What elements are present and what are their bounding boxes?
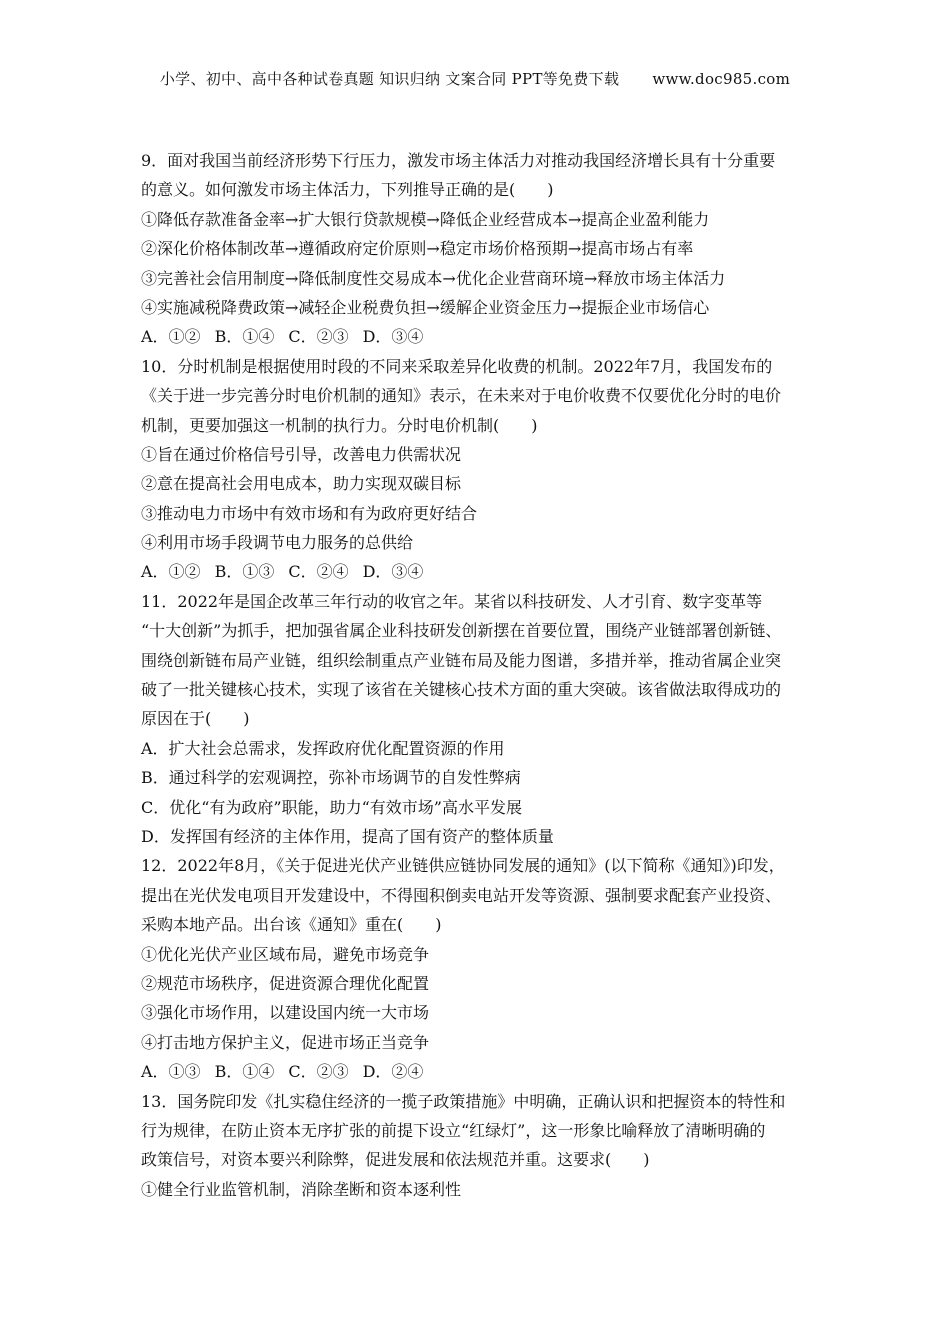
answer-option: C．②④ bbox=[288, 562, 349, 582]
question-item: ③推动电力市场中有效市场和有为政府更好结合 bbox=[141, 503, 478, 523]
question-item: ④打击地方保护主义，促进市场正当竞争 bbox=[141, 1032, 430, 1052]
answer-options bbox=[141, 322, 813, 351]
question-stem-line: 破了一批关键核心技术，实现了该省在关键核心技术方面的重大突破。该省做法取得成功的 bbox=[141, 680, 782, 700]
question-item: ④实施减税降费政策→减轻企业税费负担→缓解企业资金压力→提振企业市场信心 bbox=[141, 297, 710, 317]
answer-option: B．①③ bbox=[214, 562, 275, 582]
question-stem-line: 机制，更要加强这一机制的执行力。分时电价机制( ) bbox=[141, 415, 538, 435]
question-stem-line: 行为规律，在防止资本无序扩张的前提下设立“红绿灯”，这一形象比喻释放了清晰明确的 bbox=[141, 1120, 766, 1140]
answer-option: D．②④ bbox=[362, 1062, 424, 1082]
question-stem-line: 原因在于( ) bbox=[141, 709, 250, 729]
question-item: ②深化价格体制改革→遵循政府定价原则→稳定市场价格预期→提高市场占有率 bbox=[141, 239, 694, 259]
question-stem-line: 围绕创新链布局产业链，组织绘制重点产业链布局及能力图谱，多措并举，推动省属企业突 bbox=[141, 650, 782, 670]
question-stem-line: 13．国务院印发《扎实稳住经济的一揽子政策措施》中明确，正确认识和把握资本的特性和 bbox=[141, 1091, 786, 1111]
question-item: C．优化“有为政府”职能，助力“有效市场”高水平发展 bbox=[141, 797, 522, 817]
question-stem-line: 政策信号，对资本要兴利除弊，促进发展和依法规范并重。这要求( ) bbox=[141, 1150, 650, 1170]
question-item: ①旨在通过价格信号引导，改善电力供需状况 bbox=[141, 444, 462, 464]
answer-option: D．③④ bbox=[362, 562, 424, 582]
question-stem-line: 采购本地产品。出台该《通知》重在( ) bbox=[141, 915, 442, 935]
question-item: ①健全行业监管机制，消除垄断和资本逐利性 bbox=[141, 1179, 462, 1199]
question-item: A．扩大社会总需求，发挥政府优化配置资源的作用 bbox=[141, 738, 505, 758]
question-stem-line: “十大创新”为抓手，把加强省属企业科技研发创新摆在首要位置，围绕产业链部署创新链、 bbox=[141, 621, 782, 641]
answer-option: B．①④ bbox=[214, 1062, 275, 1082]
answer-option: C．②③ bbox=[288, 327, 349, 347]
answer-option: C．②③ bbox=[288, 1062, 349, 1082]
question-item: D．发挥国有经济的主体作用，提高了国有资产的整体质量 bbox=[141, 826, 554, 846]
header-text: 小学、初中、高中各种试卷真题 知识归纳 文案合同 PPT等免费下载 bbox=[159, 70, 620, 88]
question-stem-line: 9．面对我国当前经济形势下行压力，激发市场主体活力对推动我国经济增长具有十分重要 bbox=[141, 151, 776, 170]
question-item: ④利用市场手段调节电力服务的总供给 bbox=[141, 533, 414, 553]
question-stem-line: 《关于进一步完善分时电价机制的通知》表示，在未来对于电价收费不仅要优化分时的电价 bbox=[141, 386, 782, 406]
answer-options bbox=[141, 557, 813, 586]
answer-options bbox=[141, 1057, 813, 1086]
answer-option: D．③④ bbox=[362, 327, 424, 347]
question-stem-line: 11．2022年是国企改革三年行动的收官之年。某省以科技研发、人才引育、数字变革等 bbox=[141, 591, 763, 611]
answer-option: A．①② bbox=[141, 327, 201, 347]
question-stem-line: 10．分时机制是根据使用时段的不同来采取差异化收费的机制。2022年7月，我国发布的 bbox=[141, 356, 773, 376]
answer-option: A．①② bbox=[141, 562, 201, 582]
question-item: ①降低存款准备金率→扩大银行贷款规模→降低企业经营成本→提高企业盈利能力 bbox=[141, 209, 710, 229]
question-stem-line: 提出在光伏发电项目开发建设中，不得囤积倒卖电站开发等资源、强制要求配套产业投资、 bbox=[141, 885, 782, 905]
question-item: ②意在提高社会用电成本，助力实现双碳目标 bbox=[141, 474, 462, 494]
question-list bbox=[141, 146, 813, 1204]
question-item: ③完善社会信用制度→降低制度性交易成本→优化企业营商环境→释放市场主体活力 bbox=[141, 268, 726, 288]
header-url[interactable]: www.doc985.com bbox=[652, 70, 791, 88]
question-item: ③强化市场作用，以建设国内统一大市场 bbox=[141, 1003, 430, 1023]
question-item: ①优化光伏产业区域布局，避免市场竞争 bbox=[141, 944, 430, 964]
page-header bbox=[0, 68, 950, 89]
answer-option: A．①③ bbox=[141, 1062, 201, 1082]
question-item: ②规范市场秩序，促进资源合理优化配置 bbox=[141, 973, 430, 993]
question-item: B．通过科学的宏观调控，弥补市场调节的自发性弊病 bbox=[141, 768, 521, 788]
answer-option: B．①④ bbox=[214, 327, 275, 347]
question-stem-line: 的意义。如何激发市场主体活力，下列推导正确的是( ) bbox=[141, 180, 554, 200]
question-stem-line: 12．2022年8月，《关于促进光伏产业链供应链协同发展的通知》(以下简称《通知》)印发， bbox=[141, 856, 785, 876]
